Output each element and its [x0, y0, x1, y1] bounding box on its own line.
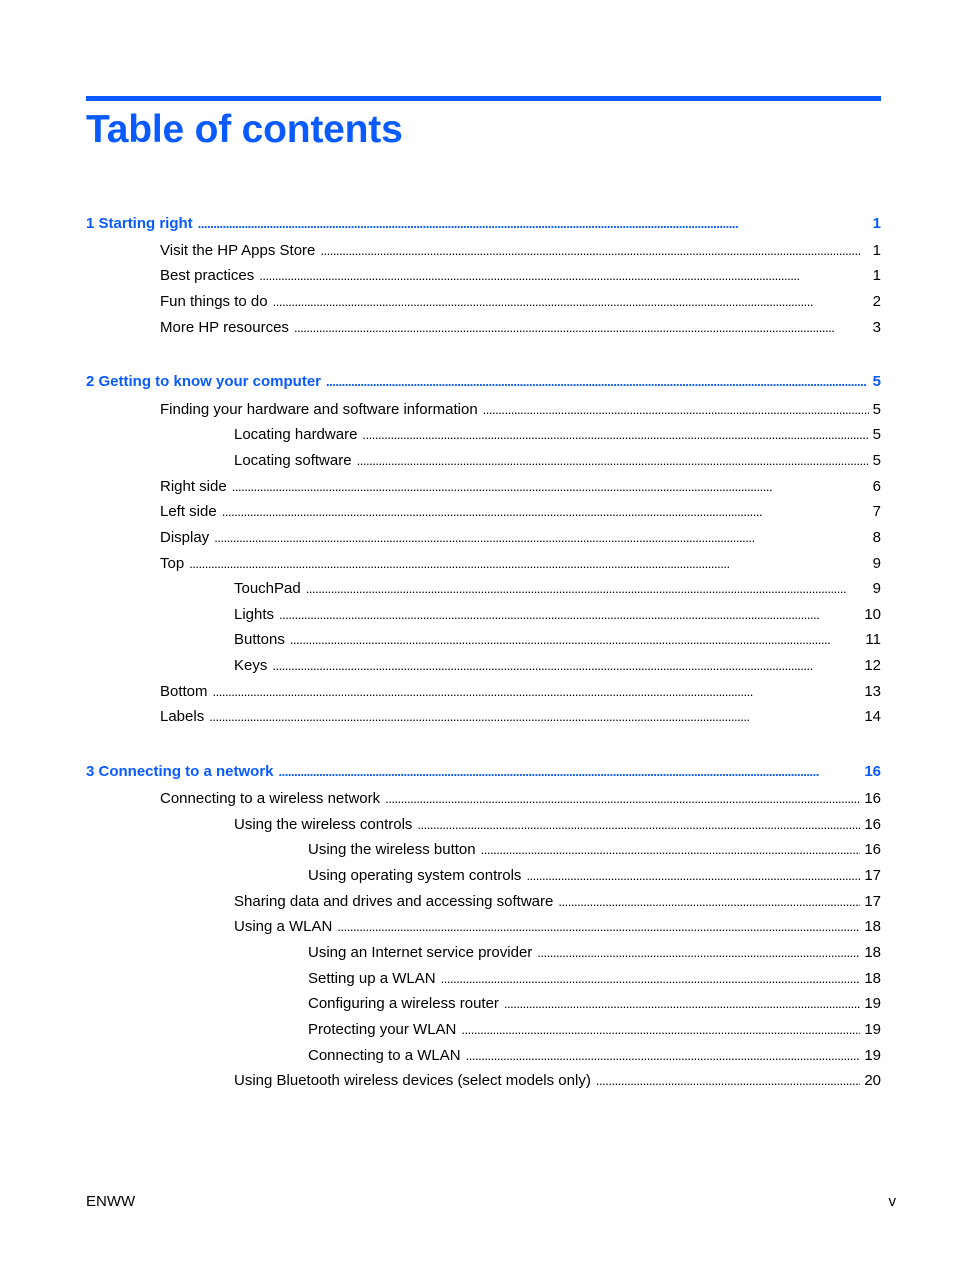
toc-entry-page: 18	[864, 944, 881, 961]
toc-entry[interactable]	[160, 292, 881, 312]
toc-entry-label: 1 Starting right	[86, 215, 193, 232]
dot-leader	[189, 554, 868, 574]
toc-entry-label: More HP resources	[160, 319, 289, 336]
toc-entry-label: 2 Getting to know your computer	[86, 373, 322, 390]
dot-leader	[198, 214, 869, 234]
dot-leader	[357, 451, 869, 471]
toc-entry-label: Using an Internet service provider	[308, 944, 533, 961]
dot-leader	[279, 605, 860, 625]
toc-entry-page: 18	[864, 918, 881, 935]
toc-entry-page: 9	[872, 555, 881, 572]
dot-leader	[483, 400, 869, 420]
toc-entry-page: 12	[864, 657, 881, 674]
toc-entry-page: 16	[864, 790, 881, 807]
toc-entry-label: Sharing data and drives and accessing software	[234, 893, 554, 910]
toc-entry[interactable]	[308, 969, 881, 989]
toc-entry-page: 11	[865, 631, 881, 648]
toc-entry[interactable]	[234, 451, 881, 471]
toc-entry-label: Protecting your WLAN	[308, 1021, 457, 1038]
dot-leader	[537, 943, 860, 963]
toc-entry-label: Connecting to a WLAN	[308, 1047, 461, 1064]
toc-entry[interactable]	[234, 425, 881, 445]
dot-leader	[526, 866, 860, 886]
toc-entry-page: 8	[872, 529, 881, 546]
toc-entry-label: 3 Connecting to a network	[86, 763, 274, 780]
toc-entry-label: Labels	[160, 708, 205, 725]
dot-leader	[558, 892, 860, 912]
dot-leader	[596, 1071, 860, 1091]
toc-entry-label: Using operating system controls	[308, 867, 522, 884]
toc-entry[interactable]	[234, 579, 881, 599]
toc-entry[interactable]	[160, 477, 881, 497]
toc-entry-page: 1	[872, 215, 881, 232]
toc-entry-page: 16	[864, 816, 881, 833]
toc-entry-page: 5	[872, 452, 881, 469]
toc-entry[interactable]	[308, 840, 881, 860]
toc-chapter-entry[interactable]	[86, 372, 881, 392]
toc-entry[interactable]	[160, 400, 881, 420]
toc-entry-label: Fun things to do	[160, 293, 268, 310]
toc-entry[interactable]	[160, 707, 881, 727]
toc-entry-label: Left side	[160, 503, 217, 520]
toc-entry-page: 14	[864, 708, 881, 725]
toc-entry-page: 17	[864, 867, 881, 884]
toc-entry-label: Buttons	[234, 631, 285, 648]
dot-leader	[385, 789, 860, 809]
dot-leader	[259, 266, 868, 286]
dot-leader	[290, 630, 862, 650]
toc-entry-label: Using the wireless controls	[234, 816, 413, 833]
toc-entry-page: 1	[872, 267, 881, 284]
toc-entry[interactable]	[234, 815, 881, 835]
page-number: v	[888, 1193, 896, 1210]
toc-entry[interactable]	[308, 994, 881, 1014]
toc-entry-page: 19	[864, 1047, 881, 1064]
toc-entry[interactable]	[160, 318, 881, 338]
toc-entry[interactable]	[234, 656, 881, 676]
toc-entry-label: Connecting to a wireless network	[160, 790, 381, 807]
toc-entry-page: 5	[872, 426, 881, 443]
dot-leader	[214, 528, 868, 548]
dot-leader	[504, 994, 860, 1014]
toc-entry-page: 1	[872, 242, 881, 259]
toc-entry-page: 5	[872, 401, 881, 418]
toc-entry-page: 7	[872, 503, 881, 520]
toc-entry-page: 19	[864, 1021, 881, 1038]
dot-leader	[466, 1046, 861, 1066]
toc-entry-page: 16	[864, 841, 881, 858]
dot-leader	[272, 656, 860, 676]
toc-entry-page: 3	[872, 319, 881, 336]
dot-leader	[279, 762, 861, 782]
toc-entry-label: Using Bluetooth wireless devices (select models only)	[234, 1072, 591, 1089]
dot-leader	[481, 840, 861, 860]
dot-leader	[213, 682, 861, 702]
toc-entry-label: Bottom	[160, 683, 208, 700]
toc-chapter-entry[interactable]	[86, 762, 881, 782]
toc-entry-label: Finding your hardware and software information	[160, 401, 478, 418]
toc-entry[interactable]	[160, 241, 881, 261]
toc-entry[interactable]	[308, 943, 881, 963]
toc-entry[interactable]	[234, 892, 881, 912]
toc-chapter-entry[interactable]	[86, 214, 881, 234]
toc-entry-label: Setting up a WLAN	[308, 970, 436, 987]
page-title: Table of contents	[86, 108, 403, 151]
toc-entry-label: Right side	[160, 478, 227, 495]
toc-entry-page: 16	[864, 763, 881, 780]
toc-entry-page: 5	[872, 373, 881, 390]
dot-leader	[222, 502, 869, 522]
toc-entry-label: Keys	[234, 657, 268, 674]
toc-entry-page: 18	[864, 970, 881, 987]
toc-entry[interactable]	[308, 866, 881, 886]
toc-entry-page: 6	[872, 478, 881, 495]
toc-entry-label: Locating hardware	[234, 426, 358, 443]
toc-entry[interactable]	[160, 502, 881, 522]
toc-entry[interactable]	[160, 266, 881, 286]
toc-entry-label: TouchPad	[234, 580, 301, 597]
toc-entry-label: Using the wireless button	[308, 841, 476, 858]
toc-entry[interactable]	[160, 554, 881, 574]
toc-entry[interactable]	[308, 1020, 881, 1040]
dot-leader	[441, 969, 861, 989]
toc-entry[interactable]	[234, 605, 881, 625]
dot-leader	[417, 815, 860, 835]
toc-entry-page: 17	[864, 893, 881, 910]
dot-leader	[232, 477, 869, 497]
toc-entry[interactable]	[160, 682, 881, 702]
toc-entry[interactable]	[160, 789, 881, 809]
dot-leader	[326, 372, 869, 392]
toc-entry-label: Locating software	[234, 452, 352, 469]
dot-leader	[320, 241, 868, 261]
dot-leader	[294, 318, 869, 338]
dot-leader	[306, 579, 869, 599]
toc-entry-page: 9	[872, 580, 881, 597]
dot-leader	[362, 425, 868, 445]
dot-leader	[461, 1020, 860, 1040]
toc-entry-page: 2	[872, 293, 881, 310]
toc-entry-label: Using a WLAN	[234, 918, 333, 935]
footer-label: ENWW	[86, 1193, 136, 1210]
toc-entry[interactable]	[308, 1046, 881, 1066]
toc-entry-label: Display	[160, 529, 210, 546]
toc-entry[interactable]	[234, 1071, 881, 1091]
toc-entry-label: Visit the HP Apps Store	[160, 242, 316, 259]
toc-entry-page: 19	[864, 995, 881, 1012]
toc-entry[interactable]	[234, 917, 881, 937]
toc-entry-label: Lights	[234, 606, 275, 623]
toc-entry-label: Best practices	[160, 267, 255, 284]
dot-leader	[337, 917, 860, 937]
toc-entry[interactable]	[234, 630, 881, 650]
toc-entry-label: Configuring a wireless router	[308, 995, 499, 1012]
toc-entry[interactable]	[160, 528, 881, 548]
toc-entry-page: 10	[864, 606, 881, 623]
toc-entry-label: Top	[160, 555, 185, 572]
dot-leader	[273, 292, 869, 312]
toc-entry-page: 20	[864, 1072, 881, 1089]
dot-leader	[209, 707, 860, 727]
toc-entry-page: 13	[864, 683, 881, 700]
